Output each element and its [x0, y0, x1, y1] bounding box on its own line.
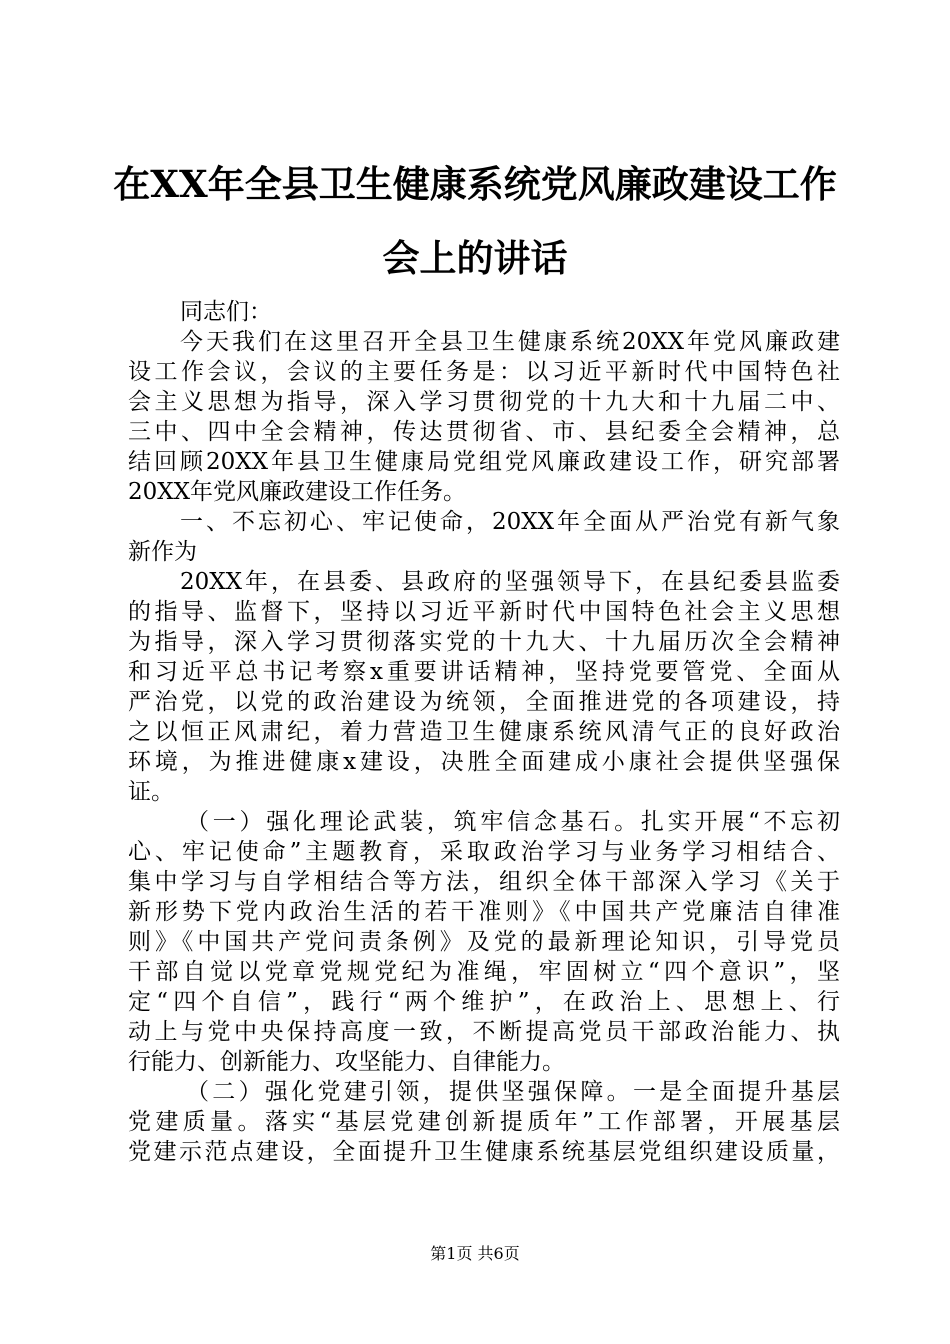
text-line: 定“四个自信”，践行“两个维护”，在政治上、思想上、行: [128, 989, 840, 1015]
text-line: 会主义思想为指导，深入学习贯彻党的十九大和十九届二中、: [128, 389, 840, 415]
document-title: [100, 147, 850, 295]
text-line: 和习近平总书记考察x重要讲话精神，坚持党要管党、全面从: [128, 659, 840, 685]
document-body: [128, 297, 840, 1167]
text-line: 新形势下党内政治生活的若干准则》《中国共产党廉洁自律准: [128, 899, 840, 925]
title-line-1: 在XX年全县卫生健康系统党风廉政建设工作: [113, 162, 837, 206]
section-heading-1: [128, 507, 840, 567]
text-line: （一）强化理论武装，筑牢信念基石。扎实开展“不忘初: [186, 809, 840, 835]
text-line: 之以恒正风肃纪，着力营造卫生健康系统风清气正的良好政治: [128, 719, 840, 745]
page-footer: 第1页 共6页: [430, 1244, 520, 1263]
paragraph-summary: [128, 567, 840, 807]
paragraph-party-building: [128, 1077, 840, 1167]
text-line: 20XX年党风廉政建设工作任务。: [128, 479, 467, 505]
text-line: 结回顾20XX年县卫生健康局党组党风廉政建设工作，研究部署: [128, 449, 840, 475]
text-line: 的指导、监督下，坚持以习近平新时代中国特色社会主义思想: [128, 599, 840, 625]
text-line: 党建示范点建设，全面提升卫生健康系统基层党组织建设质量，: [128, 1139, 840, 1165]
text-line: 证。: [128, 779, 174, 805]
text-line: 党建质量。落实“基层党建创新提质年”工作部署，开展基层: [128, 1109, 840, 1135]
text-line: 集中学习与自学相结合等方法，组织全体干部深入学习《关于: [128, 869, 840, 895]
text-line: 为指导，深入学习贯彻落实党的十九大、十九届历次全会精神: [128, 629, 840, 655]
text-line: 动上与党中央保持高度一致，不断提高党员干部政治能力、执: [128, 1019, 840, 1045]
text-line: （二）强化党建引领，提供坚强保障。一是全面提升基层: [186, 1079, 840, 1105]
text-line: 20XX年，在县委、县政府的坚强领导下，在县纪委县监委: [180, 569, 840, 595]
text-line: 一、不忘初心、牢记使命，20XX年全面从严治党有新气象: [180, 509, 840, 535]
text-line: 干部自觉以党章党规党纪为准绳，牢固树立“四个意识”，坚: [128, 959, 840, 985]
text-line: 行能力、创新能力、攻坚能力、自律能力。: [128, 1049, 565, 1075]
text-line: 则》《中国共产党问责条例》及党的最新理论知识，引导党员: [128, 929, 840, 955]
paragraph-theory: [128, 807, 840, 1077]
text-line: 今天我们在这里召开全县卫生健康系统20XX年党风廉政建: [180, 329, 840, 355]
text-line: 严治党，以党的政治建设为统领，全面推进党的各项建设，持: [128, 689, 840, 715]
text-line: 心、牢记使命”主题教育，采取政治学习与业务学习相结合、: [128, 839, 840, 865]
text-line: 新作为: [128, 539, 197, 565]
title-line-2: 会上的讲话: [382, 236, 568, 280]
salutation: 同志们：: [180, 299, 272, 325]
text-line: 设工作会议，会议的主要任务是：以习近平新时代中国特色社: [128, 359, 840, 385]
text-line: 环境，为推进健康x建设，决胜全面建成小康社会提供坚强保: [128, 749, 840, 775]
text-line: 三中、四中全会精神，传达贯彻省、市、县纪委全会精神，总: [128, 419, 840, 445]
paragraph-intro: [128, 327, 840, 507]
